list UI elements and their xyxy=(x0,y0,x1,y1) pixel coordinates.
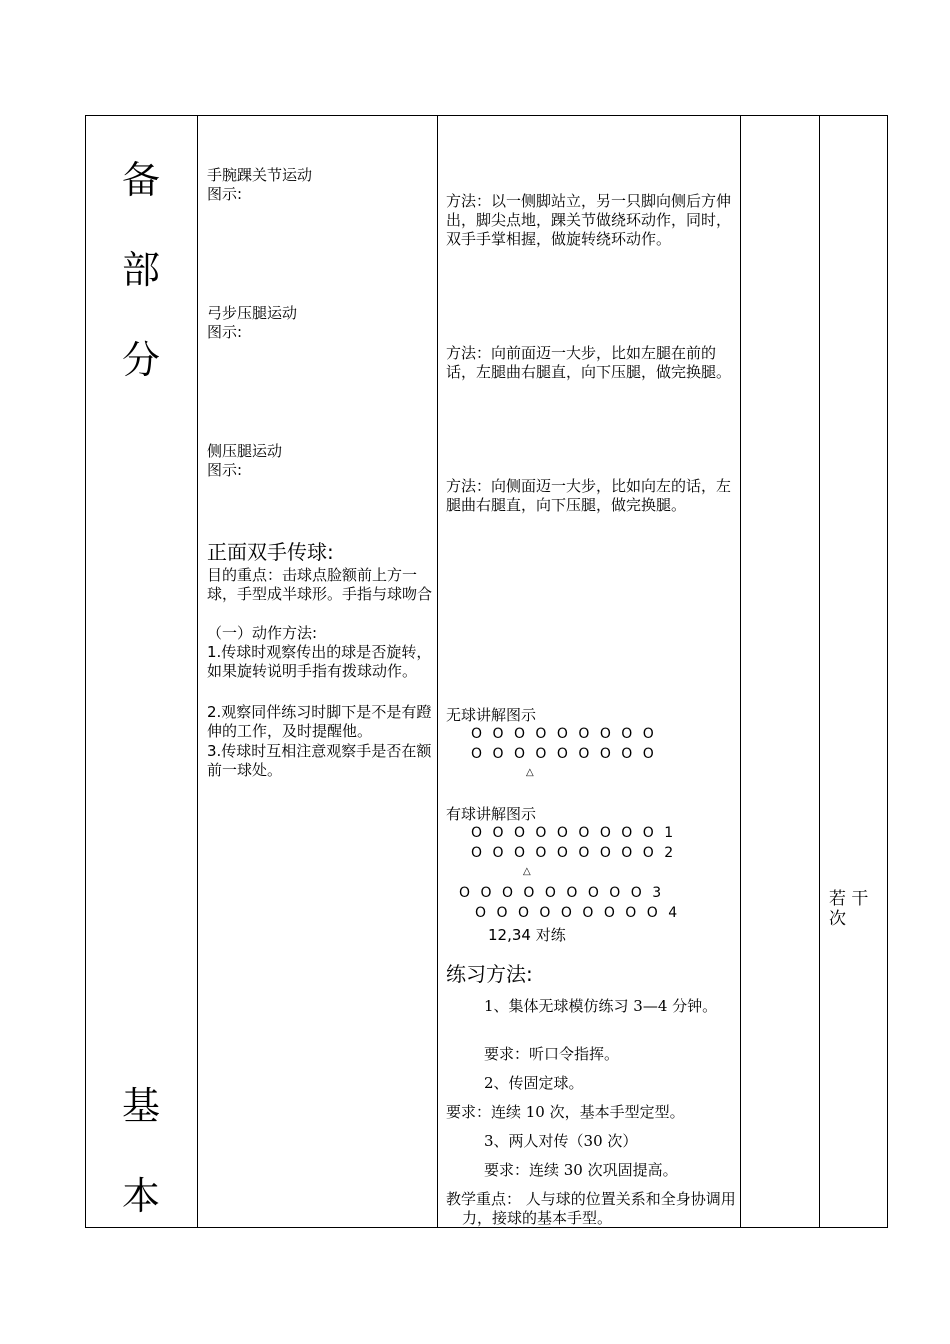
player-row: O O O O O O O O O 1 xyxy=(471,825,677,841)
practice-requirement: 要求：连续 30 次巩固提高。 xyxy=(484,1161,678,1179)
method-text: 方法：向前面迈一大步，比如左腿在前的话，左腿曲右腿直，向下压腿，做完换腿。 xyxy=(446,344,732,381)
teacher-marker: △ xyxy=(523,866,531,877)
method-text: 方法：以一侧脚站立，另一只脚向侧后方伸出，脚尖点地，踝关节做绕环动作，同时，双手手掌相握，做旋转绕环动作。 xyxy=(446,192,732,248)
method-step: 3.传球时互相注意观察手是否在额前一球处。 xyxy=(207,742,432,779)
exercise-title: 弓步压腿运动 xyxy=(207,304,298,322)
teaching-focus xyxy=(446,1190,736,1228)
skill-focus: 目的重点：击球点脸额前上方一球，手型成半球形。手指与球吻合 xyxy=(207,566,433,603)
diagram-label: 图示: xyxy=(207,185,243,203)
exercise-title: 手腕踝关节运动 xyxy=(207,166,313,184)
diagram-title: 无球讲解图示 xyxy=(446,706,537,724)
section-char: 部 xyxy=(122,248,161,292)
player-row: O O O O O O O O O 3 xyxy=(459,885,665,901)
teaching-focus-text: 人与球的位置关系和全身协调用力，接球的基本手型。 xyxy=(462,1190,736,1227)
column-divider xyxy=(197,115,198,1228)
column-divider xyxy=(740,115,741,1228)
times-text: 若 干 xyxy=(829,889,869,909)
section-char: 备 xyxy=(122,158,161,202)
method-step: 2.观察同伴练习时脚下是不是有蹬伸的工作，及时提醒他。 xyxy=(207,703,432,740)
player-row: O O O O O O O O O 4 xyxy=(475,905,681,921)
diagram-label: 图示: xyxy=(207,461,243,479)
practice-item: 2、传固定球。 xyxy=(484,1074,584,1092)
practice-item: 3、两人对传（30 次） xyxy=(484,1132,638,1150)
player-row: O O O O O O O O O 2 xyxy=(471,845,677,861)
section-char: 基 xyxy=(122,1084,161,1128)
practice-requirement: 要求：连续 10 次，基本手型定型。 xyxy=(446,1103,685,1121)
times-text: 次 xyxy=(829,909,846,929)
column-divider xyxy=(819,115,820,1228)
player-row: O O O O O O O O O xyxy=(471,746,657,762)
practice-item: 1、集体无球模仿练习 3—4 分钟。 xyxy=(484,997,718,1015)
player-row: O O O O O O O O O xyxy=(471,726,657,742)
teacher-marker: △ xyxy=(526,767,534,778)
skill-title: 正面双手传球: xyxy=(207,540,334,564)
method-heading: （一）动作方法: xyxy=(207,624,318,642)
practice-title: 练习方法: xyxy=(446,962,533,986)
diagram-label: 图示: xyxy=(207,323,243,341)
method-step: 1.传球时观察传出的球是否旋转，如果旋转说明手指有拨球动作。 xyxy=(207,643,432,680)
exercise-title: 侧压腿运动 xyxy=(207,442,283,460)
section-char: 本 xyxy=(122,1174,161,1218)
practice-requirement: 要求：听口令指挥。 xyxy=(484,1045,620,1063)
method-text: 方法：向侧面迈一大步，比如向左的话，左腿曲右腿直，向下压腿，做完换腿。 xyxy=(446,477,732,514)
pair-note: 12,34 对练 xyxy=(488,926,566,944)
diagram-title: 有球讲解图示 xyxy=(446,805,537,823)
column-divider xyxy=(437,115,438,1228)
section-char: 分 xyxy=(122,338,161,382)
teaching-focus-label: 教学重点： xyxy=(446,1190,522,1208)
